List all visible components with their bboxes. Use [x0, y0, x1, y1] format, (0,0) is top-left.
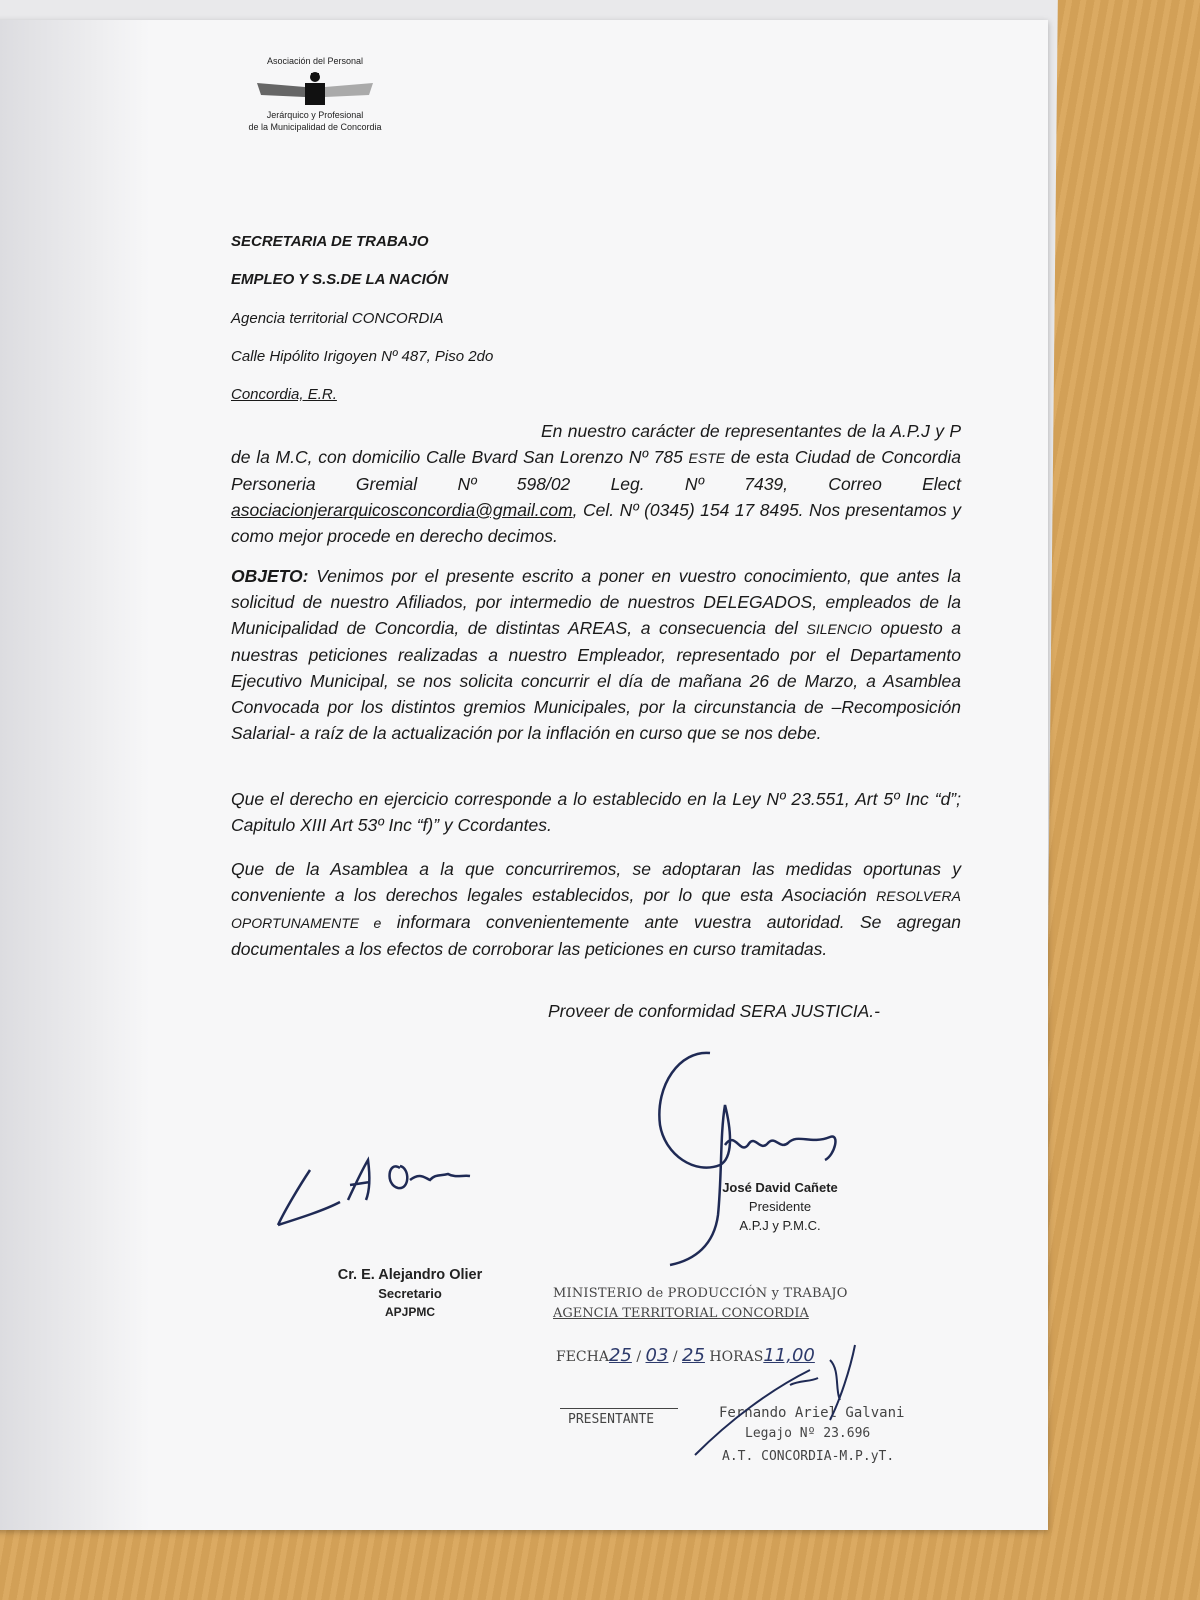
stamp-ministry: MINISTERIO de PRODUCCIÓN y TRABAJO — [553, 1286, 848, 1301]
time-value: 11,00 — [763, 1345, 815, 1366]
horas-label: HORAS — [709, 1349, 764, 1365]
recipient-line-5: Concordia, E.R. — [231, 386, 337, 403]
logo-bottom-text-1: Jerárquico y Profesional — [266, 110, 364, 120]
paragraph-derecho: Que el derecho en ejercicio corresponde a lo establecido en la Ley Nº 23.551, Art 5º Inc “d”; Capitulo XIII Art 53º Inc “f)” y Ccordantes. — [231, 789, 961, 835]
president-block — [700, 1178, 860, 1235]
date-day: 25 — [608, 1345, 632, 1366]
receiver-signature-icon — [690, 1340, 880, 1460]
objeto-label: OBJETO: — [231, 566, 309, 586]
stamp-presentante: PRESENTANTE — [568, 1412, 655, 1427]
closing-formula: Proveer de conformidad SERA JUSTICIA.- — [548, 1001, 880, 1021]
logo-bottom-text-2: de la Municipalidad de Concordia — [248, 122, 382, 132]
stamp-receiver-name: Fernando Ariel Galvani — [719, 1405, 905, 1421]
stamp-date-row: FECHA25 / 03 / 25 HORAS11,00 — [556, 1345, 815, 1366]
objeto-silencio: SILENCIO — [806, 621, 872, 637]
president-org: A.P.J y P.M.C. — [739, 1218, 821, 1233]
intro-este: ESTE — [688, 450, 726, 466]
president-role: Presidente — [748, 1199, 812, 1214]
intro-text-a: En nuestro carácter de representantes de la A.P.J y P de la M.C, con domicilio Calle Bvard San Lorenzo Nº 785 — [231, 421, 961, 467]
presentante-line — [560, 1408, 678, 1409]
objeto-text-a: Venimos por el presente escrito a poner en vuestro conocimiento, que antes la solicitud de nuestro Afiliados, por intermedio de nuestros DELEGADOS, empleados de la Municipalidad de Concordia, de distintas AREAS, a consecuencia del — [231, 566, 961, 638]
secretary-signature-icon — [270, 1130, 490, 1240]
date-month: 03 — [645, 1345, 669, 1366]
association-logo — [235, 55, 395, 133]
objeto-text-b: opuesto a nuestras peticiones realizadas a nuestro Empleador, representado por el Departamento Ejecutivo Municipal, se nos solicita concurrir el día de mañana 26 de Marzo, a Asamblea Convocada por los distintos gremios Municipales, por la circunstancia de –Recomposición Salarial- a raíz de la actualización por la inflación en curso que se nos debe. — [231, 618, 961, 743]
paragraph-asamblea — [231, 856, 961, 962]
paragraph-objeto — [231, 563, 961, 746]
president-signature-icon — [640, 1045, 860, 1275]
logo-top-text: Asociación del Personal — [266, 56, 364, 66]
date-year: 25 — [682, 1345, 705, 1366]
intro-text-b: de esta Ciudad de Concordia Personeria Gremial Nº 598/02 Leg. Nº 7439, Correo Elect — [231, 447, 961, 494]
intro-text-c: , Cel. Nº (0345) 154 17 8495. Nos presentamos y como mejor procede en derecho decimos. — [231, 500, 961, 546]
document-page — [0, 20, 1048, 1530]
logo-emblem-icon — [255, 71, 375, 107]
president-name: José David Cañete — [722, 1180, 838, 1195]
page-fold-shadow — [0, 20, 150, 1530]
stamp-legajo: Legajo Nº 23.696 — [745, 1426, 871, 1441]
recipient-line-1: SECRETARIA DE TRABAJO — [231, 233, 429, 250]
recipient-line-2: EMPLEO Y S.S.DE LA NACIÓN — [231, 271, 449, 288]
asamblea-text-b: informara convenientemente ante vuestra autoridad. Se agregan documentales a los efectos de corroborar las peticiones en curso tramitadas. — [231, 912, 961, 959]
stamp-agency: AGENCIA TERRITORIAL CONCORDIA — [553, 1306, 809, 1321]
stamp-office: A.T. CONCORDIA-M.P.yT. — [722, 1449, 895, 1464]
recipient-line-4: Calle Hipólito Irigoyen Nº 487, Piso 2do — [231, 348, 494, 365]
secretary-role: Secretario — [378, 1286, 442, 1301]
asamblea-text-a: Que de la Asamblea a la que concurriremos, se adoptaran las medidas oportunas y conveniente a los derechos legales establecidos, por lo que esta Asociación — [231, 859, 961, 905]
asamblea-resolvera: RESOLVERA OPORTUNAMENTE e — [231, 888, 961, 931]
secretary-name: Cr. E. Alejandro Olier — [337, 1267, 483, 1283]
recipient-line-3: Agencia territorial CONCORDIA — [231, 310, 444, 327]
secretary-org: APJPMC — [384, 1305, 435, 1319]
paragraph-intro — [231, 418, 961, 549]
email-link[interactable]: asociacionjerarquicosconcordia@gmail.com — [231, 500, 573, 520]
fecha-label: FECHA — [556, 1349, 609, 1365]
